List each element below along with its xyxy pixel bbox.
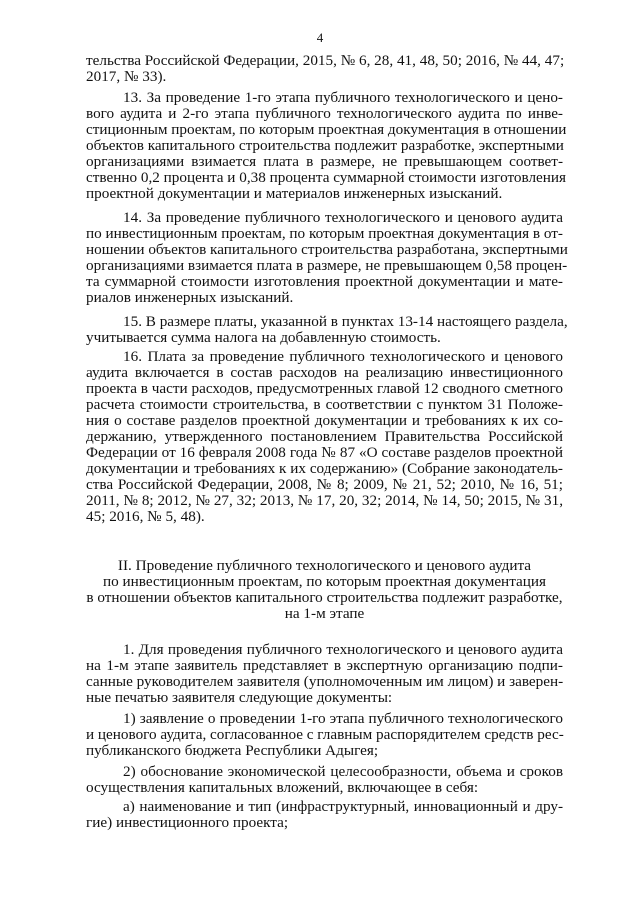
heading-line: в отношении объектов капитального строительства подлежит разработке,: [86, 589, 563, 606]
text-line: публиканского бюджета Республики Адыгея;: [86, 742, 379, 759]
text-line: ственно 0,2 процента и 0,38 процента суммарной стоимости изготовления: [86, 169, 567, 186]
text-line: ные печатью заявителя следующие документы:: [86, 689, 393, 706]
page-number: 4: [316, 30, 324, 45]
heading-line: II. Проведение публичного технологического и ценового аудита: [117, 557, 532, 574]
text-line: гие) инвестиционного проекта;: [86, 814, 289, 831]
text-line: ства Российской Федерации, 2008, № 8; 2009, № 21, 52; 2010, № 16, 51;: [86, 476, 563, 493]
text-line: 15. В размере платы, указанной в пунктах 13-14 настоящего раздела,: [123, 313, 568, 330]
text-line: 14. За проведение публичного технологического и ценового аудита: [123, 209, 563, 226]
heading-line: на 1-м этапе: [284, 605, 365, 622]
text-line: объектов капитального строительства подлежит разработке, экспертными: [86, 137, 564, 154]
list-item-1: [86, 711, 563, 759]
text-line: риалов инженерных изысканий.: [86, 289, 294, 306]
text-line: санные руководителем заявителя (уполномоченным им лицом) и заверен-: [86, 673, 564, 690]
text-line: на 1-м этапе заявитель представляет в экспертную организацию подпи-: [86, 657, 563, 674]
paragraph-15: [86, 313, 568, 346]
paragraph-16: [86, 349, 563, 525]
paragraph-14: [86, 209, 568, 306]
text-line: вого аудита и 2-го этапа публичного технологического аудита по инве-: [86, 105, 563, 122]
text-line: 1) заявление о проведении 1-го этапа публичного технологического: [123, 710, 563, 727]
text-line: аудита включается в состав расходов на реализацию инвестиционного: [86, 364, 563, 381]
text-line: ния о составе разделов проектной документации и требованиях к их со-: [86, 412, 563, 429]
paragraph-13: [86, 89, 567, 202]
text-line: 16. Плата за проведение публичного технологического и ценового: [123, 348, 563, 365]
text-line: осуществления капитальных вложений, включающее в себя:: [86, 779, 479, 796]
text-line: стиционным проектам, по которым проектная документация в отношении: [86, 121, 567, 138]
text-line: 45; 2016, № 5, 48).: [86, 508, 205, 525]
text-line: организациями взимается плата в размере, не превышающем соответ-: [86, 153, 563, 170]
text-line: Федерации от 16 февраля 2008 года № 87 «О составе разделов проектной: [86, 444, 563, 461]
text-line: расчета стоимости строительства, в соответствии с пунктом 31 Положе-: [86, 396, 563, 413]
text-line: и ценового аудита, согласованное с главным распорядителем средств рес-: [86, 726, 564, 743]
text-line: документации и требованиях к их содержанию» (Собрание законодатель-: [86, 460, 563, 477]
text-line: а) наименование и тип (инфраструктурный, инновационный и дру-: [123, 798, 563, 815]
continuation-paragraph: [86, 53, 563, 85]
text-line: 2017, № 33).: [86, 68, 167, 85]
heading-line: по инвестиционным проектам, по которым проектная документация: [102, 573, 546, 590]
text-line: 2011, № 8; 2012, № 27, 32; 2013, № 17, 20, 32; 2014, № 14, 50; 2015, № 31,: [86, 492, 563, 509]
text-line: проектной документации и материалов инженерных изысканий.: [86, 185, 503, 202]
section-heading: [86, 558, 563, 622]
section-2-paragraph-1: [86, 642, 563, 706]
text-line: ношении объектов капитального строительства разработана, экспертными: [86, 241, 568, 258]
text-line: по инвестиционным проектам, по которым проектная документация в от-: [86, 225, 563, 242]
text-line: организациями взимается плата в размере, не превышающем 0,58 процен-: [86, 257, 568, 274]
list-item-2: [86, 764, 563, 796]
text-line: 1. Для проведения публичного технологического и ценового аудита: [123, 641, 563, 658]
text-line: держанию, утвержденного постановлением Правительства Российской: [86, 428, 563, 445]
list-item-a: [86, 799, 563, 831]
text-line: 2) обоснование экономической целесообразности, объема и сроков: [123, 763, 563, 780]
text-line: та суммарной стоимости изготовления проектной документации и мате-: [86, 273, 563, 290]
text-line: тельства Российской Федерации, 2015, № 6, 28, 41, 48, 50; 2016, № 44, 47;: [86, 52, 565, 69]
text-line: 13. За проведение 1-го этапа публичного технологического и цено-: [123, 89, 563, 106]
text-line: учитывается сумма налога на добавленную стоимость.: [86, 329, 441, 346]
text-line: проекта в части расходов, предусмотренных главой 12 сводного сметного: [86, 380, 563, 397]
